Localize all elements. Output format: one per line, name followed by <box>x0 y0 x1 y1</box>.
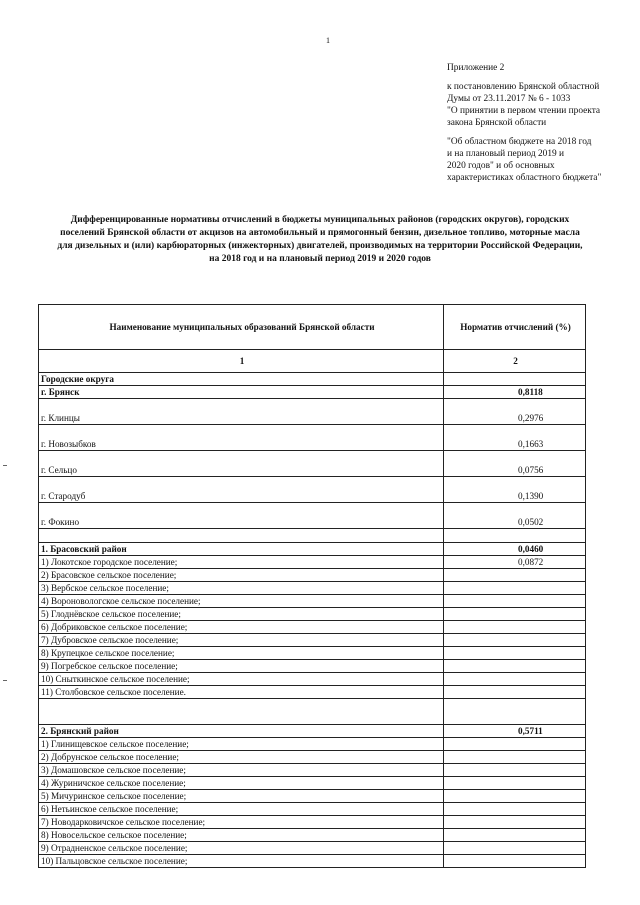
row-value <box>444 569 586 582</box>
row-name: г. Клинцы <box>39 399 444 425</box>
row-value <box>444 764 586 777</box>
row-name: 2. Брянский район <box>39 725 444 738</box>
row-value <box>444 595 586 608</box>
margin-mark <box>3 465 7 466</box>
row-value <box>444 647 586 660</box>
row-value: 0,2976 <box>444 399 586 425</box>
table-row <box>39 634 586 647</box>
appendix-line: 2020 годов" и об основных <box>447 161 555 171</box>
table-row <box>39 803 586 816</box>
row-name: 1) Локотское городское поселение; <box>39 556 444 569</box>
table-row <box>39 764 586 777</box>
district-row <box>39 725 586 738</box>
table-row <box>39 660 586 673</box>
row-value <box>444 829 586 842</box>
row-value: 0,0756 <box>444 451 586 477</box>
page-number: 1 <box>326 36 330 45</box>
table-row <box>39 790 586 803</box>
row-name: г. Стародуб <box>39 477 444 503</box>
row-name <box>39 699 444 725</box>
col1-number: 1 <box>39 350 444 373</box>
row-name: 4) Журиничское сельское поселение; <box>39 777 444 790</box>
row-name: 9) Отрадненское сельское поселение; <box>39 842 444 855</box>
row-value <box>444 673 586 686</box>
column-number-row <box>39 350 586 373</box>
row-value <box>444 529 586 543</box>
row-name: 7) Дубровское сельское поселение; <box>39 634 444 647</box>
table-header-row <box>39 305 586 350</box>
row-value <box>444 621 586 634</box>
table-row <box>39 569 586 582</box>
appendix-line: к постановлению Брянской областной <box>447 82 600 92</box>
row-name: 10) Пальцовское сельское поселение; <box>39 855 444 868</box>
row-value <box>444 738 586 751</box>
spacer-row <box>39 529 586 543</box>
row-value: 0,0460 <box>444 543 586 556</box>
row-name: 8) Новосельское сельское поселение; <box>39 829 444 842</box>
row-value <box>444 751 586 764</box>
row-value: 0,0502 <box>444 503 586 529</box>
col1-header: Наименование муниципальных образований Брянской области <box>39 305 444 350</box>
table-row <box>39 386 586 399</box>
district-row <box>39 543 586 556</box>
row-value <box>444 686 586 699</box>
row-name <box>39 529 444 543</box>
row-value: 0,8118 <box>444 386 586 399</box>
row-value <box>444 660 586 673</box>
row-name: 3) Домашовское сельское поселение; <box>39 764 444 777</box>
row-name: 9) Погребское сельское поселение; <box>39 660 444 673</box>
col2-number: 2 <box>444 350 586 373</box>
row-value: 0,0872 <box>444 556 586 569</box>
row-name: 6) Нетьинское сельское поселение; <box>39 803 444 816</box>
document-title <box>18 214 622 266</box>
table-row <box>39 686 586 699</box>
table-row <box>39 503 586 529</box>
table-row <box>39 829 586 842</box>
row-value <box>444 803 586 816</box>
table-row <box>39 595 586 608</box>
table-row <box>39 647 586 660</box>
table-row <box>39 477 586 503</box>
table-row <box>39 451 586 477</box>
table-row <box>39 816 586 829</box>
margin-mark <box>3 680 7 681</box>
col2-header: Норматив отчислений (%) <box>444 305 586 350</box>
row-value <box>444 842 586 855</box>
table-row <box>39 621 586 634</box>
appendix-line: Приложение 2 <box>447 63 505 73</box>
row-value <box>444 855 586 868</box>
row-value: 0,1663 <box>444 425 586 451</box>
row-name: 6) Добриковское сельское поселение; <box>39 621 444 634</box>
row-value <box>444 634 586 647</box>
table-row <box>39 842 586 855</box>
row-name: 5) Глоднёвское сельское поселение; <box>39 608 444 621</box>
norms-table <box>38 304 586 868</box>
row-name: 3) Вербское сельское поселение; <box>39 582 444 595</box>
row-value <box>444 582 586 595</box>
row-name: 2) Брасовское сельское поселение; <box>39 569 444 582</box>
appendix-line: и на плановый период 2019 и <box>447 149 565 159</box>
row-value: 0,1390 <box>444 477 586 503</box>
appendix-block <box>447 62 637 184</box>
row-name: 4) Вороновологское сельское поселение; <box>39 595 444 608</box>
table-row <box>39 582 586 595</box>
row-name: 2) Добрунское сельское поселение; <box>39 751 444 764</box>
table-row <box>39 556 586 569</box>
section-urban-label: Городские округа <box>39 373 444 386</box>
row-name: 7) Новодарковичское сельское поселение; <box>39 816 444 829</box>
row-value: 0,5711 <box>444 725 586 738</box>
title-line: поселений Брянской области от акцизов на автомобильный и прямогонный бензин, дизельное топливо, моторные масла <box>60 228 580 238</box>
row-value <box>444 777 586 790</box>
appendix-line: "Об областном бюджете на 2018 год <box>447 137 592 147</box>
table-row <box>39 673 586 686</box>
appendix-line: Думы от 23.11.2017 № 6 - 1033 <box>447 94 571 104</box>
row-name: 5) Мичуринское сельское поселение; <box>39 790 444 803</box>
spacer-row <box>39 699 586 725</box>
row-name: г. Сельцо <box>39 451 444 477</box>
title-line: Дифференцированные нормативы отчислений в бюджеты муниципальных районов (городских округов), городских <box>70 215 570 225</box>
table-row <box>39 399 586 425</box>
appendix-line: закона Брянской области <box>447 118 547 128</box>
title-line: для дизельных и (или) карбюраторных (инжекторных) двигателей, производимых на территории Российской Федерации, <box>57 241 583 251</box>
appendix-line: характеристиках областного бюджета" <box>447 173 602 183</box>
table-row <box>39 738 586 751</box>
row-value <box>444 699 586 725</box>
row-name: 1) Глинищевское сельское поселение; <box>39 738 444 751</box>
table-row <box>39 751 586 764</box>
table-row <box>39 855 586 868</box>
row-value <box>444 608 586 621</box>
row-name: 10) Сныткинское сельское поселение; <box>39 673 444 686</box>
table-row <box>39 425 586 451</box>
row-value <box>444 790 586 803</box>
row-name: г. Фокино <box>39 503 444 529</box>
title-line: на 2018 год и на плановый период 2019 и 2020 годов <box>209 254 431 264</box>
row-name: 8) Крупецкое сельское поселение; <box>39 647 444 660</box>
appendix-line: "О принятии в первом чтении проекта <box>447 106 601 116</box>
row-name: г. Брянск <box>39 386 444 399</box>
table-row <box>39 777 586 790</box>
row-value <box>444 816 586 829</box>
row-name: 1. Брасовский район <box>39 543 444 556</box>
table-row <box>39 608 586 621</box>
row-name: г. Новозыбков <box>39 425 444 451</box>
row-name: 11) Столбовское сельское поселение. <box>39 686 444 699</box>
section-row <box>39 373 586 386</box>
